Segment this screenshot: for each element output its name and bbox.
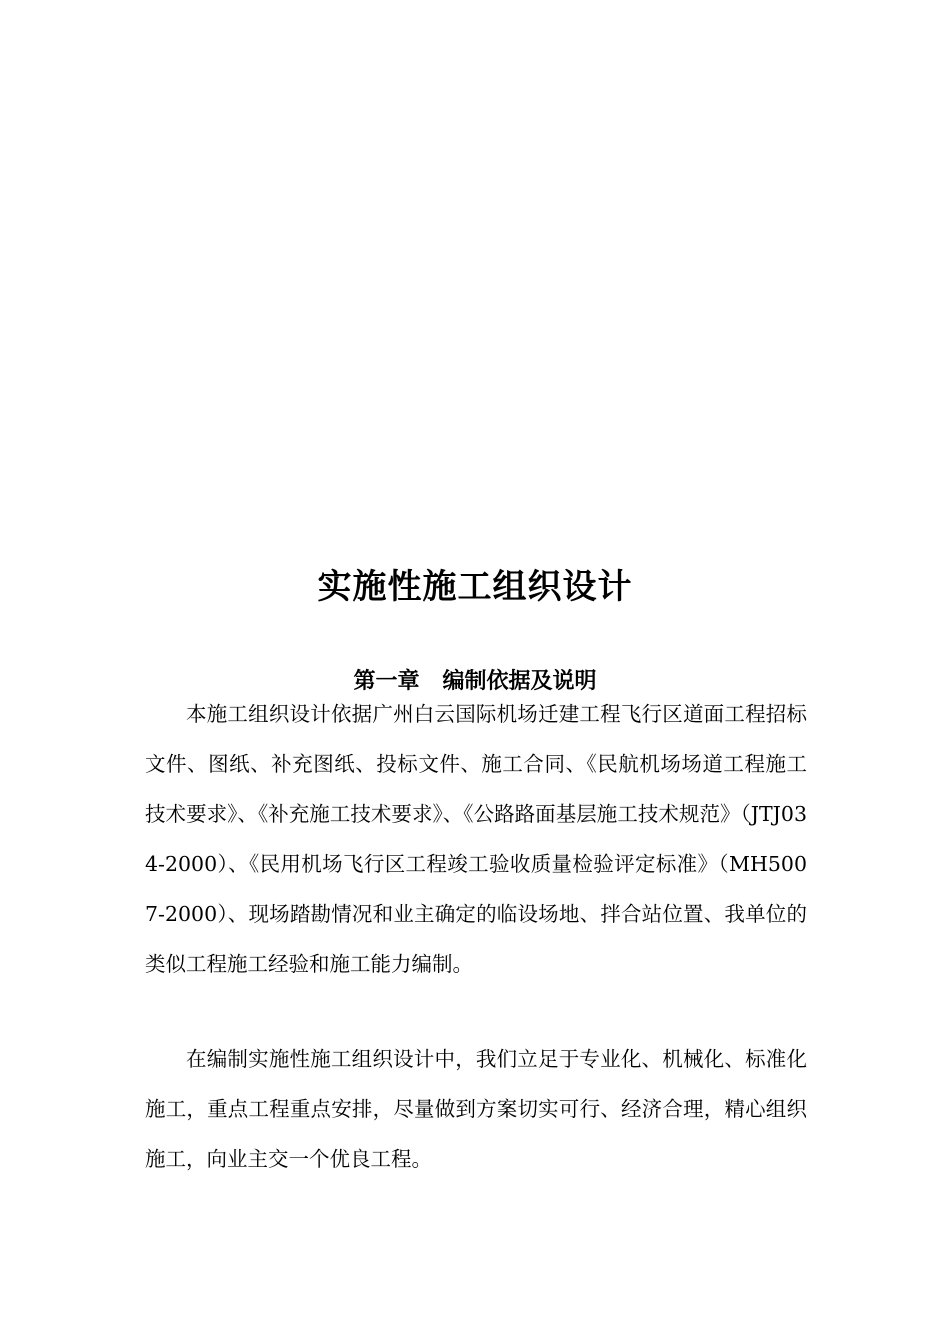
chapter-heading: 第一章 编制依据及说明 [353, 668, 597, 695]
document-title: 实施性施工组织设计 [317, 566, 633, 607]
body-paragraph: 在编制实施性施工组织设计中，我们立足于专业化、机械化、标准化施工，重点工程重点安排，尽量做到方案切实可行、经济合理，精心组织施工，向业主交一个优良工程。 [145, 1047, 807, 1171]
body-paragraph: 本施工组织设计依据广州白云国际机场迁建工程飞行区道面工程招标文件、图纸、补充图纸、投标文件、施工合同、《民航机场场道工程施工技术要求》、《补充施工技术要求》、《公路路面基层施工技术规范》（JTJ034-2000）、《民用机场飞行区工程竣工验收质量检验评定标准》（MH5007-2000）、现场踏勘情况和业主确定的临设场地、拌合站位置、我单位的类似工程施工经验和施工能力编制。 [145, 702, 807, 976]
